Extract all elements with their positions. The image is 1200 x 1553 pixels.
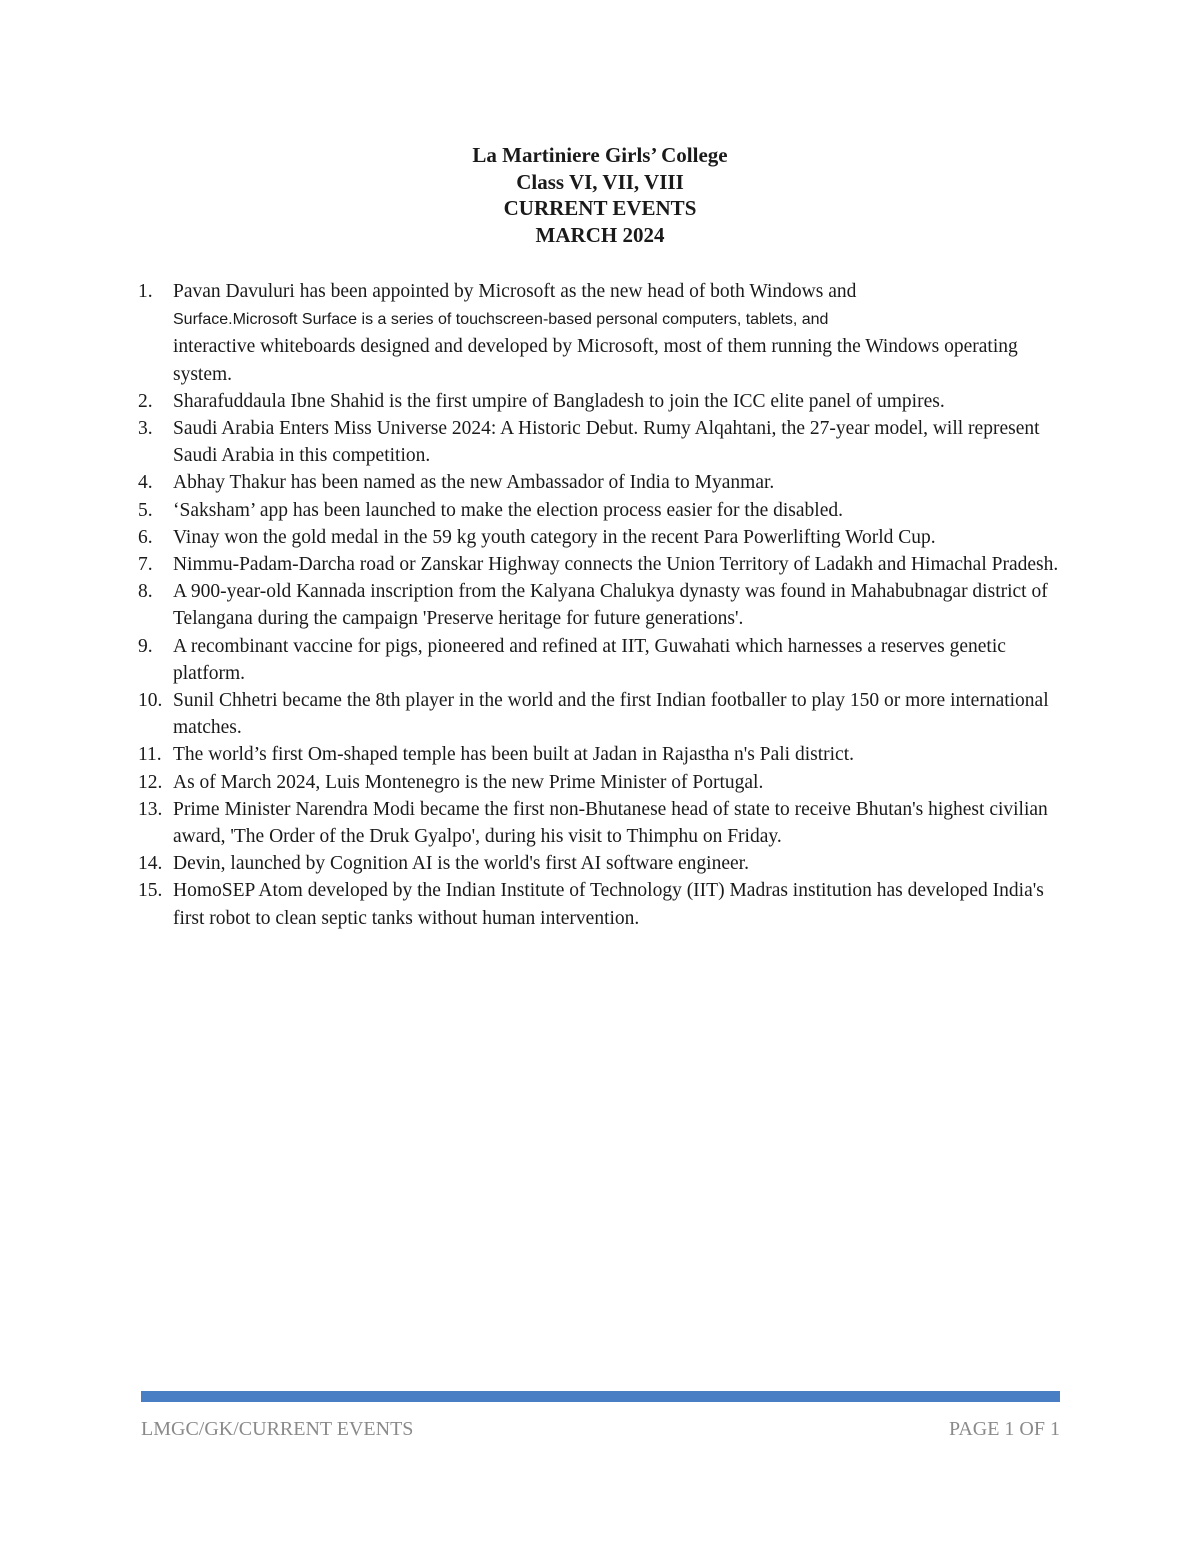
item-number: 14. bbox=[138, 853, 163, 875]
item-text: A 900-year-old Kannada inscription from the Kalyana Chalukya dynasty was found in Mahabubnagar district of Telangana during the campaign 'Preserve heritage for future generations'. bbox=[173, 581, 1048, 630]
item-number: 10. bbox=[138, 690, 163, 712]
item-text: Nimmu-Padam-Darcha road or Zanskar Highway connects the Union Territory of Ladakh and Himachal Pradesh. bbox=[173, 554, 1059, 576]
item-text: HomoSEP Atom developed by the Indian Institute of Technology (IIT) Madras institution has developed India's first robot to clean septic tanks without human intervention. bbox=[173, 880, 1044, 929]
list-item bbox=[138, 633, 1063, 687]
item-text-continued: Surface.Microsoft Surface is a series of touchscreen-based personal computers, tablets, and bbox=[173, 311, 829, 329]
footer-divider bbox=[141, 1391, 1060, 1402]
item-text: The world’s first Om-shaped temple has been built at Jadan in Rajastha n's Pali district. bbox=[173, 744, 854, 766]
item-text: ‘Saksham’ app has been launched to make the election process easier for the disabled. bbox=[173, 499, 843, 521]
document-month: MARCH 2024 bbox=[535, 222, 665, 247]
item-number: 3. bbox=[138, 418, 153, 440]
item-number: 13. bbox=[138, 798, 163, 820]
item-number: 2. bbox=[138, 390, 153, 412]
list-item bbox=[138, 687, 1063, 741]
list-item bbox=[138, 415, 1063, 469]
item-number: 5. bbox=[138, 499, 153, 521]
item-text-continued: interactive whiteboards designed and developed by Microsoft, most of them running the Windows operating system. bbox=[173, 336, 1018, 385]
item-number: 8. bbox=[138, 581, 153, 603]
item-text: Devin, launched by Cognition AI is the world's first AI software engineer. bbox=[173, 853, 749, 875]
item-number: 7. bbox=[138, 554, 153, 576]
class-list: Class VI, VII, VIII bbox=[516, 169, 684, 194]
item-text: Sharafuddaula Ibne Shahid is the first umpire of Bangladesh to join the ICC elite panel of umpires. bbox=[173, 390, 945, 412]
list-item bbox=[138, 578, 1063, 632]
item-number: 9. bbox=[138, 635, 153, 657]
item-text: A recombinant vaccine for pigs, pioneered and refined at IIT, Guwahati which harnesses a reserves genetic platform. bbox=[173, 635, 1006, 684]
item-text: Sunil Chhetri became the 8th player in the world and the first Indian footballer to play 150 or more international matches. bbox=[173, 690, 1049, 739]
item-text: Vinay won the gold medal in the 59 kg youth category in the recent Para Powerlifting World Cup. bbox=[173, 526, 936, 548]
footer-document-code: LMGC/GK/CURRENT EVENTS bbox=[141, 1418, 414, 1440]
list-item bbox=[138, 388, 1063, 415]
item-text: Pavan Davuluri has been appointed by Microsoft as the new head of both Windows and bbox=[173, 281, 857, 302]
list-item bbox=[138, 551, 1063, 578]
item-number: 15. bbox=[138, 880, 163, 902]
list-item bbox=[138, 469, 1063, 496]
school-name: La Martiniere Girls’ College bbox=[472, 143, 728, 167]
list-item bbox=[138, 769, 1063, 796]
item-number: 1. bbox=[138, 281, 153, 302]
list-item bbox=[138, 741, 1063, 768]
item-text: As of March 2024, Luis Montenegro is the new Prime Minister of Portugal. bbox=[173, 771, 764, 793]
list-item bbox=[138, 497, 1063, 524]
document-title: CURRENT EVENTS bbox=[503, 196, 697, 220]
item-text: Prime Minister Narendra Modi became the first non-Bhutanese head of state to receive Bhutan's highest civilian award, 'The Order of the Druk Gyalpo', during his visit to Thimphu on Friday. bbox=[173, 798, 1048, 848]
list-item bbox=[138, 796, 1063, 850]
item-text: Abhay Thakur has been named as the new Ambassador of India to Myanmar. bbox=[173, 472, 775, 494]
list-item bbox=[138, 524, 1063, 551]
item-number: 12. bbox=[138, 771, 163, 793]
list-item bbox=[138, 877, 1063, 931]
document-header bbox=[0, 142, 1200, 248]
footer-page-number: PAGE 1 OF 1 bbox=[949, 1418, 1060, 1440]
item-number: 4. bbox=[138, 472, 153, 494]
list-item bbox=[138, 850, 1063, 877]
item-number: 6. bbox=[138, 526, 153, 548]
item-number: 11. bbox=[138, 744, 162, 766]
list-item bbox=[138, 278, 1063, 388]
item-text: Saudi Arabia Enters Miss Universe 2024: A Historic Debut. Rumy Alqahtani, the 27-year model, will represent Saudi Arabia in this competition. bbox=[173, 418, 1040, 467]
events-list bbox=[138, 278, 1063, 932]
